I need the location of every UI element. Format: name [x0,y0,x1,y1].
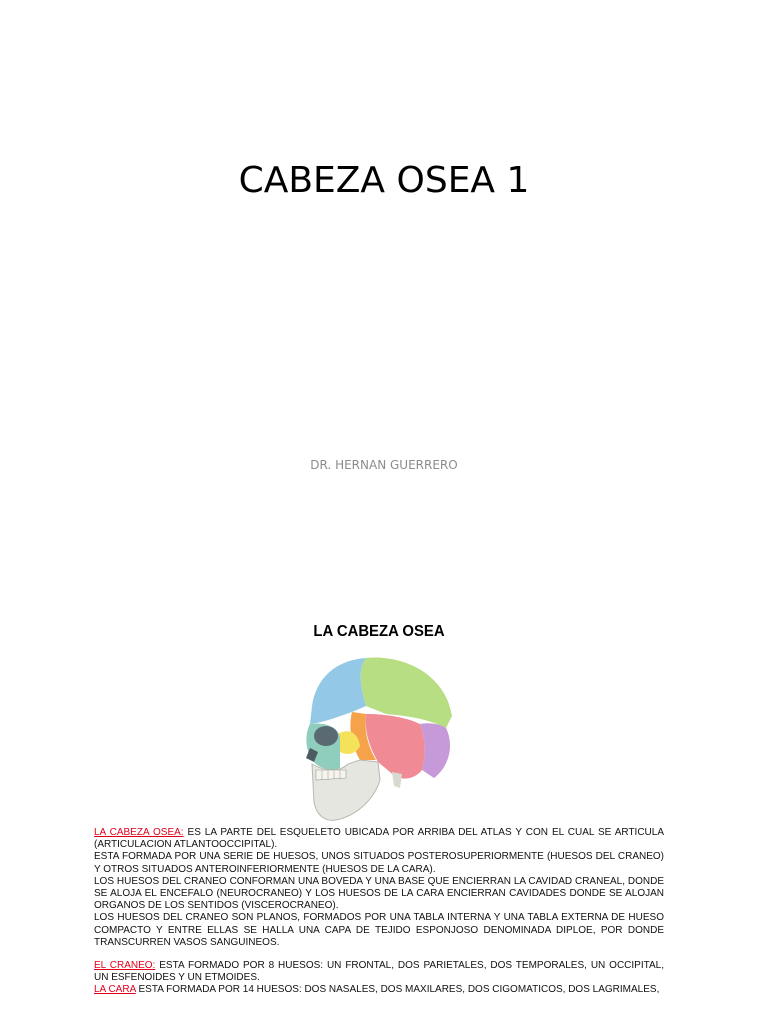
document-page [0,560,768,1024]
term-cabeza-osea: LA CABEZA OSEA: [94,827,184,838]
term-craneo: EL CRANEO: [94,960,156,972]
paragraph-text: ESTA FORMADO POR 8 HUESOS: UN FRONTAL, DOS PARIETALES, DOS TEMPORALES, UN OCCIPITAL, UN ESFENOIDES Y UN ETMOIDES. [94,960,665,984]
skull-illustration [296,656,456,826]
paragraph-text: ESTA FORMADA POR 14 HUESOS: DOS NASALES, DOS MAXILARES, DOS CIGOMATICOS, DOS LAGRIMALES, [135,984,660,996]
paragraph-text: ESTA FORMADA POR UNA SERIE DE HUESOS, UNOS SITUADOS POSTEROSUPERIORMENTE (HUESOS DEL CRANEO) Y OTROS SITUADOS ANTEROINFERIORMENTE (HUESOS DE LA CARA). [94,851,664,875]
paragraph-cabeza-osea [94,827,664,851]
mastoid-process [392,772,402,788]
paragraph-text: ES LA PARTE DEL ESQUELETO UBICADA POR ARRIBA DEL ATLAS Y CON EL CUAL SE ARTICULA (ARTICULACION ATLANTOOCCIPITAL). [94,827,665,851]
orbit [314,726,338,746]
teeth [316,770,346,780]
document-heading: LA CABEZA OSEA [313,623,445,640]
mandible-bone [312,760,380,820]
author-name: DR. HERNAN GUERRERO [310,458,458,472]
paragraph-huesos-planos [94,912,664,949]
paragraph-craneo [94,960,664,984]
paragraph-formacion [94,851,664,875]
slide-title: CABEZA OSEA 1 [238,160,530,201]
document-body [94,827,664,997]
paragraph-text: LOS HUESOS DEL CRANEO SON PLANOS, FORMADOS POR UNA TABLA INTERNA Y UNA TABLA EXTERNA DE HUESO COMPACTO Y ENTRE ELLAS SE HALLA UNA CAPA DE TEJIDO ESPONJOSO DENOMINADA DIPLOE, POR DONDE TRANSCURREN VASOS SANGUINEOS. [94,912,664,948]
term-cara: LA CARA [94,984,136,996]
paragraph-boveda [94,876,664,913]
paragraph-cara [94,984,664,996]
paragraph-text: LOS HUESOS DEL CRANEO CONFORMAN UNA BOVEDA Y UNA BASE QUE ENCIERRAN LA CAVIDAD CRANEAL, DONDE SE ALOJA EL ENCEFALO (NEUROCRANEO) Y LOS HUESOS DE LA CARA ENCIERRAN CAVIDADES DONDE SE ALOJAN ORGANOS DE LOS SENTIDOS (VISCEROCRANEO). [94,875,664,912]
